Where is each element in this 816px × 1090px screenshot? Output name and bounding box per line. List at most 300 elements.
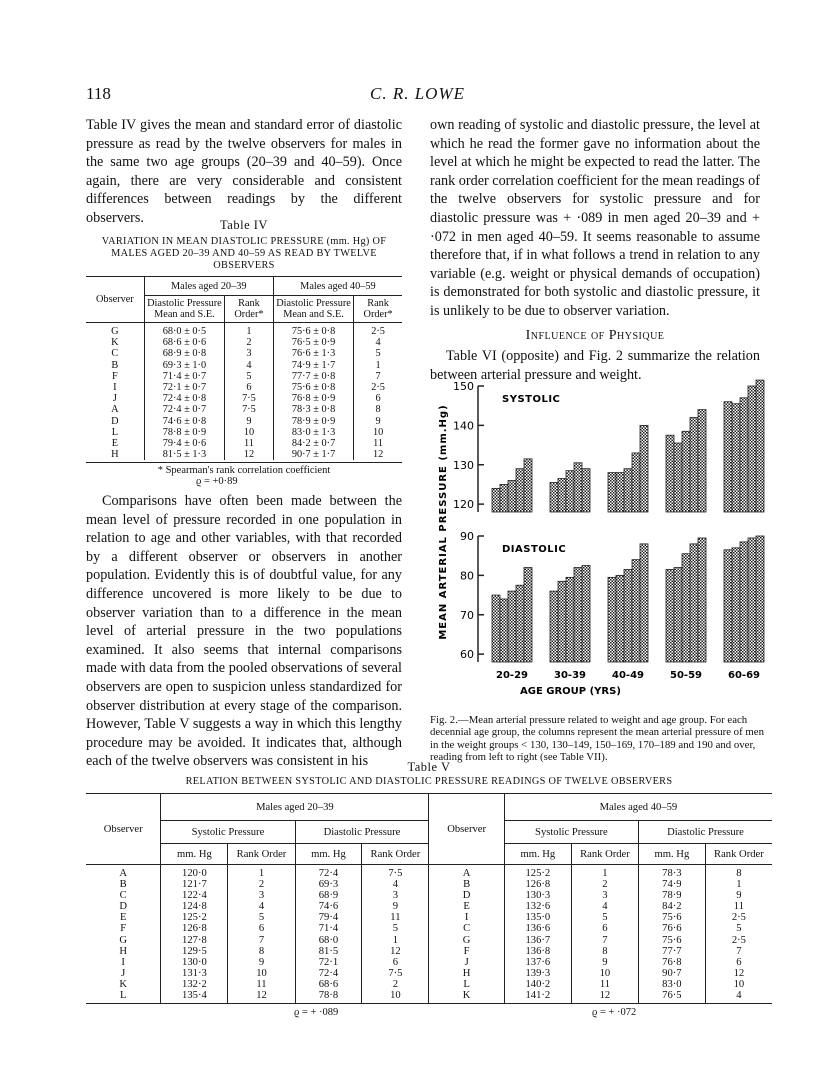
bar-systolic-50-59-w4 xyxy=(690,418,698,513)
right-column-top xyxy=(430,116,760,384)
table-cell: 72·4 xyxy=(295,968,362,979)
table-cell: 4 xyxy=(571,901,638,912)
table-cell: B xyxy=(111,359,119,371)
table-cell: 131·3 xyxy=(161,968,228,979)
t5-sys-header-1: Systolic Pressure xyxy=(161,821,295,844)
bar-systolic-60-69-w5 xyxy=(756,380,764,512)
bar-diastolic-60-69-w1 xyxy=(724,550,732,662)
figure-2-chart xyxy=(430,372,770,712)
bar-diastolic-40-49-w5 xyxy=(640,544,648,662)
x-category-label: 30-39 xyxy=(554,670,586,681)
bar-systolic-30-39-w4 xyxy=(574,463,582,512)
x-axis-label: AGE GROUP (YRS) xyxy=(520,686,621,697)
table-cell: 78·8 ± 0·9 xyxy=(144,427,224,438)
table-row xyxy=(86,360,402,371)
paragraph-table6-intro: Table VI (opposite) and Fig. 2 summarize the relation between arterial pressure and weight. xyxy=(430,348,760,383)
table-cell: I xyxy=(429,912,504,923)
bar-systolic-20-29-w5 xyxy=(524,459,532,512)
bar-systolic-30-39-w2 xyxy=(558,479,566,512)
bar-diastolic-40-49-w2 xyxy=(616,575,624,662)
bar-systolic-60-69-w3 xyxy=(740,398,748,512)
table-cell: I xyxy=(113,382,117,394)
table-cell: 2 xyxy=(225,337,274,348)
table-cell: 68·0 ± 0·5 xyxy=(144,323,224,338)
bar-diastolic-40-49-w1 xyxy=(608,577,616,662)
table-cell: 130·0 xyxy=(161,957,228,968)
table-cell: 11 xyxy=(362,912,429,923)
table-row xyxy=(86,957,772,968)
table-cell: 2 xyxy=(571,879,638,890)
bar-diastolic-60-69-w5 xyxy=(756,536,764,662)
table-cell: L xyxy=(111,426,119,438)
table-cell: 4 xyxy=(228,901,295,912)
t5-group1-header: Males aged 20–39 xyxy=(161,794,429,821)
table-cell: 83·0 xyxy=(638,979,705,990)
table-cell: 127·8 xyxy=(161,935,228,946)
table-cell: 76·5 ± 0·9 xyxy=(273,337,353,348)
table-row xyxy=(86,946,772,957)
table-cell: F xyxy=(120,923,127,935)
bar-diastolic-20-29-w2 xyxy=(500,599,508,662)
y-tick-label: 130 xyxy=(453,458,474,472)
bar-systolic-60-69-w4 xyxy=(748,386,756,512)
table-cell: 10 xyxy=(362,990,429,1004)
table-cell: J xyxy=(429,957,504,968)
y-tick-label: 90 xyxy=(460,530,474,543)
bar-diastolic-50-59-w2 xyxy=(674,568,682,663)
table-cell: J xyxy=(121,967,126,979)
bar-diastolic-50-59-w1 xyxy=(666,569,674,662)
table-cell: G xyxy=(111,326,119,337)
t4-dp-header-1: Diastolic Pressure Mean and S.E. xyxy=(144,296,224,323)
bar-systolic-60-69-w1 xyxy=(724,402,732,512)
left-column-top xyxy=(86,116,402,228)
t4-group1-header: Males aged 20–39 xyxy=(144,277,273,296)
table-cell: 11 xyxy=(225,438,274,449)
table-cell: J xyxy=(112,393,117,405)
table-cell: 77·7 ± 0·8 xyxy=(273,371,353,382)
y-tick-label: 60 xyxy=(460,648,474,662)
table-4-title: Table IV xyxy=(220,218,268,232)
table-cell: 5 xyxy=(571,912,638,923)
table-cell: 132·2 xyxy=(161,979,228,990)
t5-mmhg-2: mm. Hg xyxy=(295,844,362,865)
table-cell: 78·3 xyxy=(638,865,705,880)
bar-systolic-50-59-w1 xyxy=(666,435,674,512)
table-cell: B xyxy=(429,879,504,890)
table-cell: F xyxy=(429,946,504,957)
table-cell: 10 xyxy=(354,427,402,438)
table-cell: 10 xyxy=(228,968,295,979)
table-cell: 141·2 xyxy=(504,990,571,1004)
t4-dp-header-2: Diastolic Pressure Mean and S.E. xyxy=(273,296,353,323)
y-axis-label: MEAN ARTERIAL PRESSURE (mm.Hg) xyxy=(438,404,449,640)
table-cell: A xyxy=(111,404,119,416)
running-head: C. R. LOWE xyxy=(370,84,465,103)
table-cell: 132·6 xyxy=(504,901,571,912)
page-number: 118 xyxy=(86,84,111,103)
table-cell: 9 xyxy=(225,416,274,427)
table-cell: 2 xyxy=(362,979,429,990)
table-5-body xyxy=(86,865,772,1004)
table-cell: 69·3 xyxy=(295,879,362,890)
table-cell: D xyxy=(429,890,504,901)
table-cell: 72·4 xyxy=(295,865,362,880)
table-row xyxy=(86,879,772,890)
table-cell: 6 xyxy=(225,382,274,393)
bar-diastolic-30-39-w1 xyxy=(550,591,558,662)
table-cell: 1 xyxy=(225,323,274,338)
bar-diastolic-50-59-w4 xyxy=(690,544,698,662)
table-cell: 11 xyxy=(228,979,295,990)
table-cell: 76·6 ± 1·3 xyxy=(273,348,353,359)
table-cell: 68·9 ± 0·8 xyxy=(144,348,224,359)
table-cell: 7·5 xyxy=(362,865,429,880)
y-tick-label: 70 xyxy=(460,608,474,622)
table-cell: 9 xyxy=(362,901,429,912)
t5-sys-header-2: Systolic Pressure xyxy=(504,821,638,844)
bar-systolic-20-29-w1 xyxy=(492,488,500,512)
table-cell: A xyxy=(119,868,128,879)
table-cell: 84·2 ± 0·7 xyxy=(273,438,353,449)
table-cell: 7 xyxy=(228,935,295,946)
x-category-label: 60-69 xyxy=(728,670,760,681)
table-row xyxy=(86,438,402,449)
table-cell: 1 xyxy=(705,879,772,890)
bar-diastolic-20-29-w5 xyxy=(524,568,532,663)
table-cell: 120·0 xyxy=(161,865,228,880)
bar-systolic-40-49-w4 xyxy=(632,453,640,512)
table-cell: 135·0 xyxy=(504,912,571,923)
table-cell: I xyxy=(121,956,125,968)
table-cell: 9 xyxy=(571,957,638,968)
table-cell: 76·8 ± 0·9 xyxy=(273,393,353,404)
section-heading-physique: Influence of Physique xyxy=(525,327,665,343)
bar-systolic-60-69-w2 xyxy=(732,404,740,512)
table-cell: L xyxy=(86,990,161,1004)
table-cell: H xyxy=(111,449,119,461)
table-cell: K xyxy=(119,978,128,990)
bar-systolic-50-59-w2 xyxy=(674,443,682,512)
table-cell: 5 xyxy=(354,348,402,359)
table-cell: 121·7 xyxy=(161,879,228,890)
table-cell: 12 xyxy=(571,990,638,1004)
bar-systolic-40-49-w3 xyxy=(624,469,632,512)
table-5-rho-left: ϱ = + ·089 xyxy=(294,1007,339,1019)
x-category-label: 50-59 xyxy=(670,670,702,681)
table-4 xyxy=(86,276,402,460)
table-cell: 4 xyxy=(354,337,402,348)
table-4-body xyxy=(86,323,402,461)
table-5-block xyxy=(86,760,772,1022)
bar-systolic-20-29-w4 xyxy=(516,469,524,512)
table-cell: 6 xyxy=(571,923,638,934)
table-5-subtitle: RELATION BETWEEN SYSTOLIC AND DIASTOLIC PRESSURE READINGS OF TWELVE OBSERVERS xyxy=(185,776,673,787)
table-cell: 75·6 xyxy=(638,935,705,946)
table-cell: 140·2 xyxy=(504,979,571,990)
paragraph-comparisons: Comparisons have often been made between the mean level of pressure recorded in one population in relation to age and other variables, with that recorded by a different observer or observers in another population. Evidently this is of doubtful value, for any difference uncovered is more likely to be due to observer variation than to a difference in the mean level of arterial pressure in the two populations examined. It also seems that internal comparisons made with data from the pooled observations of several observers are open to suspicion unless standardized for observer distribution at every stage of the comparison. However, Table V suggests a way in which this lengthy procedure may be avoided. It indicates that, although each of the twelve observers was consistent in his xyxy=(86,493,402,770)
table-cell: 5 xyxy=(705,923,772,934)
table-cell: 7·5 xyxy=(362,968,429,979)
table-cell: 2·5 xyxy=(354,382,402,393)
table-cell: 76·6 xyxy=(638,923,705,934)
table-cell: 125·2 xyxy=(161,912,228,923)
table-cell: 11 xyxy=(354,438,402,449)
table-cell: 1 xyxy=(571,865,638,880)
table-cell: 72·1 xyxy=(295,957,362,968)
table-cell: 7·5 xyxy=(225,393,274,404)
left-column-bottom xyxy=(86,492,402,771)
table-cell: 90·7 xyxy=(638,968,705,979)
paragraph-table4-intro: Table IV gives the mean and standard error of diastolic pressure as read by the twelve observers for males in the same two age groups (20–39 and 40–59). Once again, there are very considerable and consistent differences between readings by the different observers. xyxy=(86,117,402,226)
table-cell: 78·9 xyxy=(638,890,705,901)
x-category-label: 40-49 xyxy=(612,670,644,681)
table-cell: 136·6 xyxy=(504,923,571,934)
table-cell: 2 xyxy=(228,879,295,890)
table-cell: 10 xyxy=(571,968,638,979)
bar-systolic-20-29-w3 xyxy=(508,481,516,513)
table-cell: 122·4 xyxy=(161,890,228,901)
table-row xyxy=(86,382,402,393)
bar-systolic-20-29-w2 xyxy=(500,484,508,512)
table-cell: K xyxy=(111,337,119,349)
table-cell: 126·8 xyxy=(504,879,571,890)
bar-systolic-30-39-w3 xyxy=(566,471,574,512)
table-cell: 84·2 xyxy=(638,901,705,912)
table-5-title: Table V xyxy=(407,760,451,774)
table-row xyxy=(86,890,772,901)
table-cell: 4 xyxy=(362,879,429,890)
table-cell: L xyxy=(429,979,504,990)
table-cell: 137·6 xyxy=(504,957,571,968)
table-cell: C xyxy=(111,348,119,360)
table-cell: 12 xyxy=(362,946,429,957)
t5-mmhg-1: mm. Hg xyxy=(161,844,228,865)
table-cell: 10 xyxy=(225,427,274,438)
table-cell: G xyxy=(119,934,128,946)
table-row xyxy=(86,337,402,348)
table-cell: 74·9 ± 1·7 xyxy=(273,360,353,371)
bar-diastolic-20-29-w3 xyxy=(508,591,516,662)
bar-diastolic-40-49-w3 xyxy=(624,569,632,662)
table-cell: 75·6 ± 0·8 xyxy=(273,382,353,393)
table-cell: 78·9 ± 0·9 xyxy=(273,416,353,427)
table-cell: C xyxy=(119,890,127,902)
paragraph-observer-variation: own reading of systolic and diastolic pressure, the level at which he read the former gave no information about the level at which he might be expected to read the latter. The rank order correlation coefficient for the mean readings of the twelve observers for systolic pressure and for diastolic pressure was + ·089 in men aged 20–39 and + ·072 in men aged 40–59. It seems reasonable to assume therefore that, if in what follows a trend in relation to any variable (e.g. weight or physical demands of occupation) is demonstrated for both systolic and diastolic pressure, it is unlikely to be due to observer variation. xyxy=(430,117,760,319)
table-cell: 10 xyxy=(705,979,772,990)
table-cell: G xyxy=(429,935,504,946)
bar-diastolic-30-39-w4 xyxy=(574,568,582,663)
table-cell: B xyxy=(119,879,127,891)
t4-rank-header-2: Rank Order* xyxy=(354,296,402,323)
table-cell: E xyxy=(119,912,127,924)
table-cell: 7 xyxy=(705,946,772,957)
t5-dia-header-1: Diastolic Pressure xyxy=(295,821,429,844)
table-row xyxy=(86,865,772,880)
bar-diastolic-30-39-w3 xyxy=(566,577,574,662)
table-cell: 8 xyxy=(228,946,295,957)
table-cell: 8 xyxy=(705,865,772,880)
table-5-rho-right: ϱ = + ·072 xyxy=(592,1007,637,1019)
bar-diastolic-20-29-w4 xyxy=(516,585,524,662)
table-cell: 71·4 xyxy=(295,923,362,934)
t4-group2-header: Males aged 40–59 xyxy=(273,277,402,296)
table-cell: 5 xyxy=(225,371,274,382)
bar-diastolic-30-39-w5 xyxy=(582,566,590,662)
table-cell: 126·8 xyxy=(161,923,228,934)
table-cell: 2·5 xyxy=(354,323,402,338)
t5-mmhg-4: mm. Hg xyxy=(638,844,705,865)
table-cell: 2·5 xyxy=(705,912,772,923)
table-cell: 3 xyxy=(571,890,638,901)
table-cell: 136·8 xyxy=(504,946,571,957)
table-cell: 3 xyxy=(362,890,429,901)
table-cell: 1 xyxy=(362,935,429,946)
t4-observer-header: Observer xyxy=(86,277,144,323)
bar-diastolic-50-59-w5 xyxy=(698,538,706,662)
table-cell: 68·9 xyxy=(295,890,362,901)
table-cell: 135·4 xyxy=(161,990,228,1004)
table-row xyxy=(86,979,772,990)
table-cell: 3 xyxy=(225,348,274,359)
table-cell: 75·6 xyxy=(638,912,705,923)
table-cell: 76·8 xyxy=(638,957,705,968)
table-row xyxy=(86,348,402,359)
table-row xyxy=(86,404,402,415)
bar-diastolic-50-59-w3 xyxy=(682,554,690,662)
table-row xyxy=(86,990,772,1004)
y-tick-label: 140 xyxy=(453,419,474,433)
table-4-footnote: * Spearman's rank correlation coefficient xyxy=(157,465,331,477)
table-cell: 2·5 xyxy=(705,935,772,946)
table-cell: H xyxy=(119,945,128,957)
table-cell: 69·3 ± 1·0 xyxy=(144,360,224,371)
table-cell: 12 xyxy=(225,449,274,460)
bar-diastolic-60-69-w3 xyxy=(740,542,748,662)
t5-mmhg-3: mm. Hg xyxy=(504,844,571,865)
panel-label-systolic: SYSTOLIC xyxy=(502,394,561,405)
table-cell: K xyxy=(429,990,504,1004)
table-cell: 6 xyxy=(228,923,295,934)
table-cell: E xyxy=(111,438,119,450)
table-cell: 3 xyxy=(228,890,295,901)
table-cell: E xyxy=(429,901,504,912)
table-row xyxy=(86,912,772,923)
table-cell: 90·7 ± 1·7 xyxy=(273,449,353,460)
table-cell: 11 xyxy=(571,979,638,990)
table-cell: 75·6 ± 0·8 xyxy=(273,323,353,338)
bar-systolic-40-49-w1 xyxy=(608,473,616,512)
bar-diastolic-30-39-w2 xyxy=(558,581,566,662)
table-cell: 7·5 xyxy=(225,404,274,415)
table-cell: 4 xyxy=(225,360,274,371)
table-cell: 1 xyxy=(354,360,402,371)
table-cell: 136·7 xyxy=(504,935,571,946)
table-cell: 5 xyxy=(228,912,295,923)
t5-rank-4: Rank Order xyxy=(705,844,772,865)
bar-diastolic-40-49-w4 xyxy=(632,560,640,662)
figure-2-caption: Fig. 2.—Mean arterial pressure related to weight and age group. For each decennial age group, the columns represent the mean arterial pressure of men in the weight groups < 130, 130–149, 150–169, 170–189 and 190 and over, reading from left to right (see Table VII). xyxy=(430,714,764,764)
table-cell: 139·3 xyxy=(504,968,571,979)
table-cell: 6 xyxy=(362,957,429,968)
table-cell: 12 xyxy=(228,990,295,1004)
bar-diastolic-20-29-w1 xyxy=(492,595,500,662)
t5-dia-header-2: Diastolic Pressure xyxy=(638,821,772,844)
table-cell: 72·4 ± 0·7 xyxy=(144,404,224,415)
bar-systolic-50-59-w5 xyxy=(698,410,706,512)
table-cell: 1 xyxy=(228,865,295,880)
table-cell: 83·0 ± 1·3 xyxy=(273,427,353,438)
table-cell: 4 xyxy=(705,990,772,1004)
t4-rank-header-1: Rank Order* xyxy=(225,296,274,323)
table-cell: 81·5 ± 1·3 xyxy=(144,449,224,460)
x-category-label: 20-29 xyxy=(496,670,528,681)
table-cell: 5 xyxy=(362,923,429,934)
table-cell: 71·4 ± 0·7 xyxy=(144,371,224,382)
table-cell: 78·8 xyxy=(295,990,362,1004)
y-tick-label: 120 xyxy=(453,498,474,512)
table-cell: 12 xyxy=(705,968,772,979)
t5-observer-header-right: Observer xyxy=(429,794,504,865)
table-cell: 74·6 ± 0·8 xyxy=(144,416,224,427)
table-row xyxy=(86,923,772,934)
t5-group2-header: Males aged 40–59 xyxy=(504,794,772,821)
t5-observer-header-left: Observer xyxy=(86,794,161,865)
table-cell: 9 xyxy=(354,416,402,427)
table-cell: 74·6 xyxy=(295,901,362,912)
table-cell: 7 xyxy=(354,371,402,382)
table-row xyxy=(86,901,772,912)
table-cell: 76·5 xyxy=(638,990,705,1004)
table-cell: 81·5 xyxy=(295,946,362,957)
table-cell: 68·6 ± 0·6 xyxy=(144,337,224,348)
table-cell: 124·8 xyxy=(161,901,228,912)
table-cell: 79·4 xyxy=(295,912,362,923)
table-row xyxy=(86,449,402,460)
table-4-block xyxy=(86,218,402,487)
table-row xyxy=(86,416,402,427)
table-cell: 9 xyxy=(228,957,295,968)
t5-rank-2: Rank Order xyxy=(362,844,429,865)
bar-systolic-30-39-w1 xyxy=(550,482,558,512)
table-cell: 74·9 xyxy=(638,879,705,890)
bar-systolic-30-39-w5 xyxy=(582,469,590,512)
table-row xyxy=(86,371,402,382)
table-cell: 72·1 ± 0·7 xyxy=(144,382,224,393)
table-cell: D xyxy=(119,901,128,913)
table-cell: 130·3 xyxy=(504,890,571,901)
table-cell: F xyxy=(112,370,118,382)
table-cell: H xyxy=(429,968,504,979)
bar-systolic-50-59-w3 xyxy=(682,431,690,512)
table-cell: 6 xyxy=(354,393,402,404)
table-cell: 8 xyxy=(571,946,638,957)
table-cell: 9 xyxy=(705,890,772,901)
bar-systolic-40-49-w2 xyxy=(616,473,624,512)
t5-rank-3: Rank Order xyxy=(571,844,638,865)
y-tick-label: 150 xyxy=(453,380,474,393)
table-row xyxy=(86,323,402,338)
t5-rank-1: Rank Order xyxy=(228,844,295,865)
table-cell: A xyxy=(429,865,504,880)
table-cell: 68·0 xyxy=(295,935,362,946)
bar-diastolic-60-69-w2 xyxy=(732,548,740,662)
table-5 xyxy=(86,793,772,1004)
table-row xyxy=(86,968,772,979)
table-cell: 7 xyxy=(571,935,638,946)
table-row xyxy=(86,935,772,946)
bar-diastolic-60-69-w4 xyxy=(748,538,756,662)
